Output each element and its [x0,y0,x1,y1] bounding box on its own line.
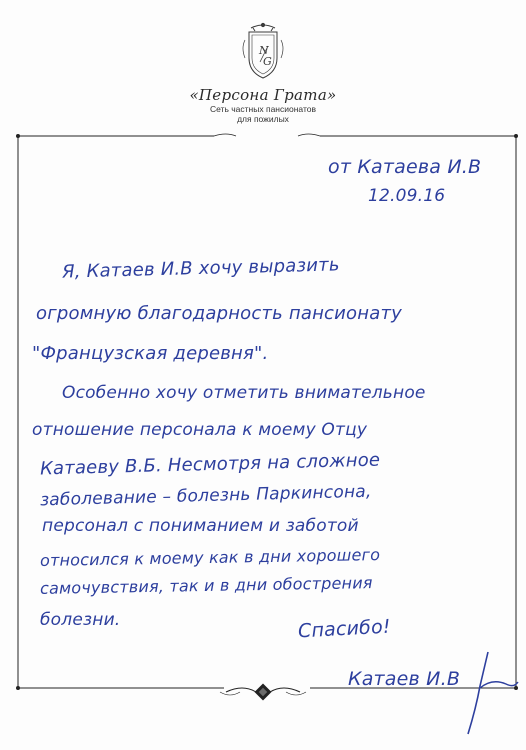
letter-line-11: болезни. [40,610,121,630]
letterhead [0,18,526,124]
svg-text:N: N [259,44,269,57]
letter-line-6: Катаеву В.Б. Несмотря на сложное [39,449,381,480]
letter-line-1: Я, Катаев И.В хочу выразить [61,254,340,283]
brand-name: «Персона Грата» [189,86,337,104]
sender-line: от Катаева И.В [328,156,482,178]
letter-line-7: заболевание – болезнь Паркинсона, [39,481,372,511]
thanks-text: Спасибо! [297,615,392,643]
letter-line-2: огромную благодарность пансионату [36,303,402,324]
tagline-line-2: для пожилых [237,114,289,124]
letter-date: 12.09.16 [368,186,446,206]
tagline-line-1: Сеть частных пансионатов [209,104,316,114]
svg-text:G: G [263,55,272,68]
letter-line-8: персонал с пониманием и заботой [42,516,359,536]
decorative-frame [14,132,520,692]
letter-line-4: Особенно хочу отметить внимательное [62,383,426,403]
signature-name: Катаев И.В [348,668,461,690]
letter-line-10: самочувствия, так и в дни обострения [39,573,373,598]
letter-line-9: относился к моему как в дни хорошего [39,545,381,570]
persona-grata-logo-icon [231,18,295,82]
letter-line-3: "Французская деревня". [32,343,269,364]
letter-line-5: отношение персонала к моему Отцу [32,420,368,440]
signature-scribble-icon [462,648,522,738]
